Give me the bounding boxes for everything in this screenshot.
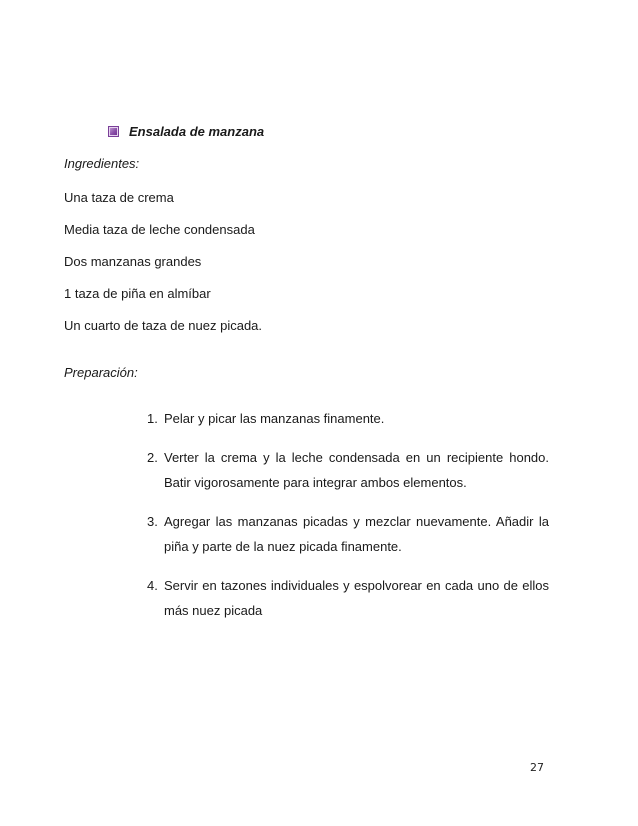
ingredients-heading: Ingredientes:	[64, 156, 140, 171]
step-item	[147, 573, 549, 623]
ingredient-item: Un cuarto de taza de nuez picada.	[64, 318, 263, 333]
step-item	[147, 406, 549, 431]
step-item	[147, 445, 549, 495]
step-text: Verter la crema y la leche condensada en un recipiente hondo. Batir vigorosamente para integrar ambos elementos.	[164, 450, 549, 490]
ingredient-item: Una taza de crema	[64, 190, 174, 205]
page-number: 27	[530, 761, 544, 774]
recipe-title-row	[108, 124, 264, 139]
step-number: 3.	[147, 514, 158, 529]
step-text: Pelar y picar las manzanas finamente.	[164, 411, 385, 426]
step-number: 2.	[147, 450, 158, 465]
step-item	[147, 509, 549, 559]
ingredient-item: Dos manzanas grandes	[64, 254, 202, 269]
preparation-steps	[147, 406, 549, 637]
preparation-heading: Preparación:	[64, 365, 138, 380]
step-number: 1.	[147, 411, 158, 426]
ingredient-item: Media taza de leche condensada	[64, 222, 255, 237]
ingredient-item: 1 taza de piña en almíbar	[64, 286, 211, 301]
square-bullet-icon	[108, 126, 119, 137]
step-text: Servir en tazones individuales y espolvorear en cada uno de ellos más nuez picada	[164, 578, 549, 618]
step-number: 4.	[147, 578, 158, 593]
recipe-title: Ensalada de manzana	[129, 124, 265, 139]
step-text: Agregar las manzanas picadas y mezclar nuevamente. Añadir la piña y parte de la nuez picada finamente.	[164, 514, 549, 554]
